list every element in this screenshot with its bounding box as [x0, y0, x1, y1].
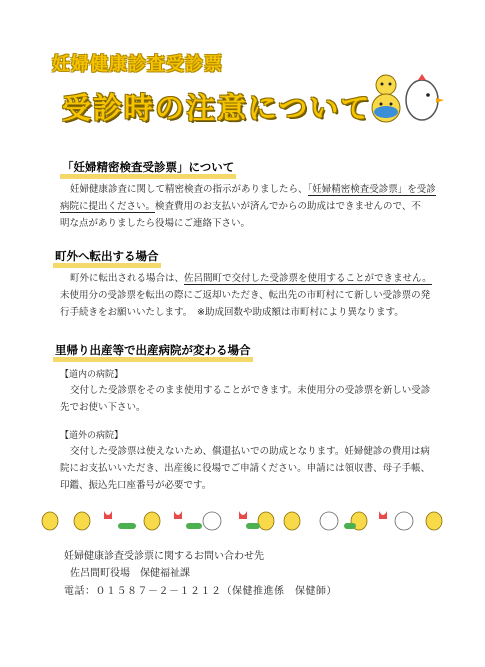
contact-phone: 電話：０１５８７－２－１２１２（保健推進係 保健師） — [64, 586, 337, 597]
section-body-precise-exam — [60, 181, 440, 232]
section-heading-hometown-birth: 里帰り出産等で出産病院が変わる場合 — [53, 343, 253, 362]
subsection-label-in-hokkaido: 【道内の病院】 — [60, 370, 124, 380]
contact-heading: 妊婦健康診査受診票に関するお問い合わせ先 — [64, 551, 264, 562]
text-line: 病院に提出ください。検査費用のお支払いが済んでからの助成はできませんので、不 — [60, 201, 421, 212]
text-line: 未使用分の受診票を転出の際にご返却いただき、転出先の市町村にて新しい受診票の発 — [60, 290, 431, 301]
text-line: 交付した受診票は使えないため、償還払いでの助成となります。妊婦健診の費用は病 — [70, 446, 430, 457]
chick-icon — [42, 512, 442, 530]
document-title: 受診時の注意について — [62, 91, 372, 125]
subsection-body-in-hokkaido — [60, 382, 440, 416]
chick-tulip-border — [34, 505, 454, 533]
text-line: 院にお支払いいただき、出産後に役場でご申請ください。申請には領収書、母子手帳、 — [60, 463, 431, 474]
text-line: 行手続きをお願いいたします。 ※助成回数や助成額は市町村により異なります。 — [60, 307, 404, 318]
text-line: 明な点がありましたら役場にご連絡下さい。 — [60, 218, 251, 229]
section-body-move-out — [60, 270, 440, 321]
subsection-label-outside-hokkaido: 【道外の病院】 — [60, 431, 124, 441]
document-subtitle: 妊婦健康診査受診票 — [52, 54, 223, 75]
chicks-illustration — [360, 70, 450, 130]
subsection-body-outside-hokkaido — [60, 443, 440, 494]
text-line: 先でお使い下さい。 — [60, 402, 146, 413]
text-line: 印鑑、振込先口座番号が必要です。 — [60, 480, 212, 491]
text-line: 交付した受診票をそのまま使用することができます。未使用分の受診票を新しい受診 — [70, 385, 431, 396]
text-line: 妊婦健康診査に関して精密検査の指示がありましたら、「妊婦精密検査受診票」を受診 — [70, 184, 436, 195]
text-line: 町外に転出される場合は、佐呂間町で交付した受診票を使用することができません。 — [70, 273, 432, 284]
section-heading-precise-exam: 「妊婦精密検査受診票」について — [60, 160, 236, 179]
contact-department: 佐呂間町役場 保健福祉課 — [70, 568, 190, 579]
section-heading-move-out: 町外へ転出する場合 — [53, 249, 161, 268]
